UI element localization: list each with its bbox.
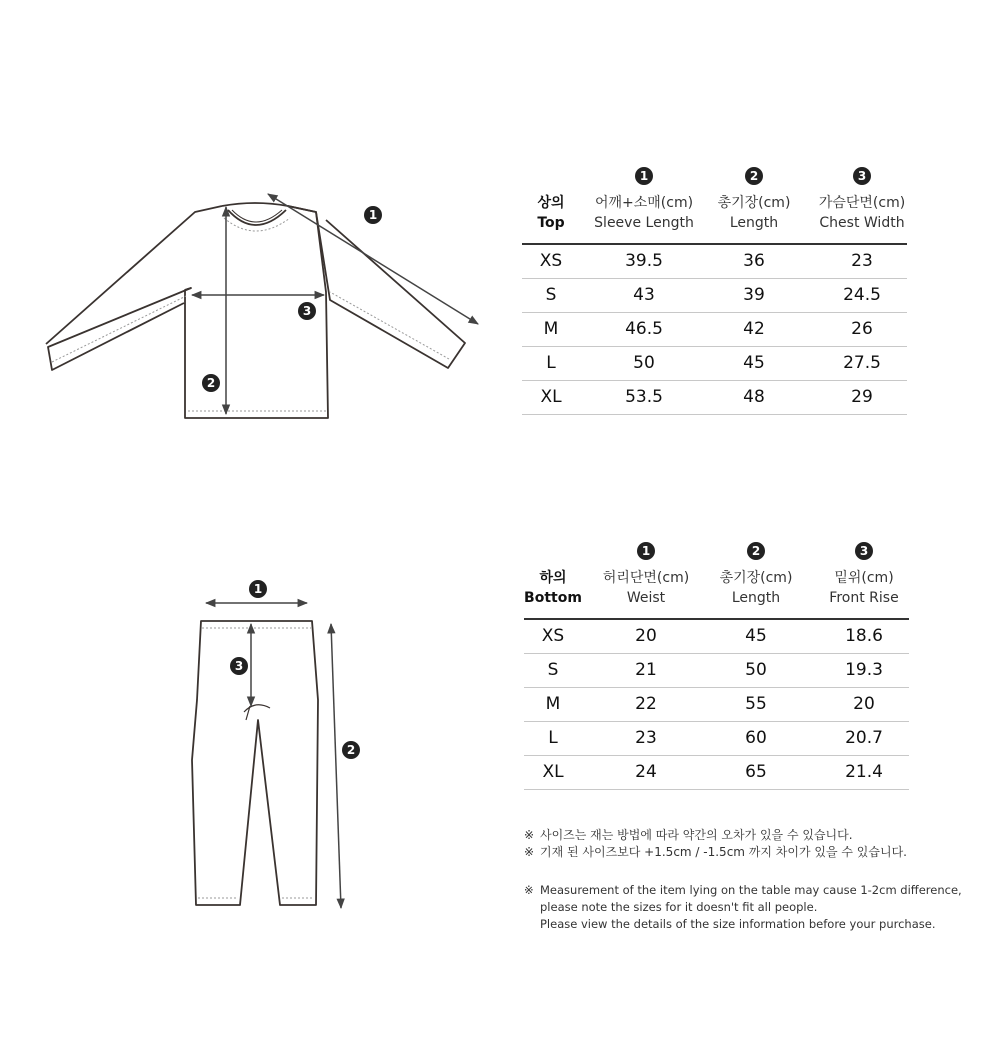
table-cell: 43 [633,285,655,305]
korean-notes [524,827,907,861]
marker-1-icon: 1 [637,542,655,560]
bottom-col-rise-header: 밑위(cm) Front Rise [829,570,899,606]
top-col-sleeve-header: 어깨+소매(cm) Sleeve Length [594,195,694,231]
table-cell: 55 [745,694,767,714]
bottom-label-en: Bottom [524,590,582,606]
top-size-table [522,165,907,415]
table-cell: 20.7 [845,728,883,748]
table-cell: 18.6 [845,626,883,646]
top-col-length-header: 총기장(cm) Length [717,195,791,231]
top-label-ko: 상의 [537,195,565,211]
table-row [522,279,907,313]
size-label: XL [542,762,564,782]
table-row [524,654,909,688]
note-line: please note the sizes for it doesn't fit all people. [540,900,818,914]
table-cell: 24.5 [843,285,881,305]
top-table-title [522,193,580,233]
marker-3-icon: 3 [853,167,871,185]
table-row [522,347,907,381]
note-line: ※ 사이즈는 재는 방법에 따라 약간의 오차가 있을 수 있습니다. [524,828,853,842]
bottom-col-3-marker [814,540,914,560]
size-label: XS [541,626,565,646]
marker-3-icon: 3 [855,542,873,560]
table-cell: 29 [851,387,873,407]
table-cell: 45 [745,626,767,646]
table-row [522,245,907,279]
note-line: ※ 기재 된 사이즈보다 +1.5cm / -1.5cm 까지 차이가 있을 수 있습니다. [524,845,907,859]
note-line: Please view the details of the size information before your purchase. [540,917,936,931]
table-cell: 39 [743,285,765,305]
table-cell: 45 [743,353,765,373]
bottom-marker-3-icon: 3 [230,657,248,675]
bottom-marker-1-icon: 1 [249,580,267,598]
table-cell: 27.5 [843,353,881,373]
table-cell: 50 [633,353,655,373]
top-marker-3-icon: 3 [298,302,316,320]
size-label: L [546,353,556,373]
table-cell: 23 [635,728,657,748]
table-cell: 50 [745,660,767,680]
table-row [524,722,909,756]
table-row [524,756,909,790]
table-cell: 22 [635,694,657,714]
table-cell: 26 [851,319,873,339]
table-cell: 48 [743,387,765,407]
table-row [522,381,907,415]
table-row [524,620,909,654]
table-cell: 36 [743,251,765,271]
size-label: XS [539,251,563,271]
table-row [524,688,909,722]
top-table-header [522,165,907,245]
table-cell: 19.3 [845,660,883,680]
size-label: L [548,728,558,748]
note-mark: ※ [524,883,534,897]
table-cell: 21 [635,660,657,680]
note-mark: ※ [524,845,535,859]
table-cell: 60 [745,728,767,748]
table-row [522,313,907,347]
top-label-en: Top [537,215,565,231]
table-cell: 39.5 [625,251,663,271]
bottom-col-2-marker [706,540,806,560]
marker-2-icon: 2 [747,542,765,560]
note-line: ※ Measurement of the item lying on the table may cause 1-2cm difference, [524,883,962,897]
bottom-col-length-header: 총기장(cm) Length [719,570,793,606]
marker-1-icon: 1 [635,167,653,185]
table-cell: 21.4 [845,762,883,782]
size-label: M [545,694,561,714]
bottom-label-ko: 하의 [539,570,567,586]
bottom-col-1-marker [596,540,696,560]
bottom-size-table [524,540,909,790]
top-garment-diagram [0,170,500,430]
table-cell: 20 [635,626,657,646]
table-cell: 46.5 [625,319,663,339]
bottom-table-header [524,540,909,620]
top-col-1-marker [594,165,694,185]
bottom-marker-2-icon: 2 [342,741,360,759]
top-col-2-marker [704,165,804,185]
size-label: XL [540,387,562,407]
table-cell: 42 [743,319,765,339]
pants-length-arrow [331,624,341,908]
top-marker-1-icon: 1 [364,206,382,224]
top-col-chest-header: 가슴단면(cm) Chest Width [818,195,906,231]
english-notes [524,882,962,933]
table-cell: 53.5 [625,387,663,407]
table-cell: 65 [745,762,767,782]
marker-2-icon: 2 [745,167,763,185]
size-label: M [543,319,559,339]
table-cell: 23 [851,251,873,271]
table-cell: 24 [635,762,657,782]
top-marker-2-icon: 2 [202,374,220,392]
note-mark: ※ [524,828,535,842]
top-col-3-marker [812,165,912,185]
size-label: S [545,285,557,305]
bottom-col-waist-header: 허리단면(cm) Weist [602,570,690,606]
bottom-table-title [524,568,582,608]
size-label: S [547,660,559,680]
table-cell: 20 [853,694,875,714]
